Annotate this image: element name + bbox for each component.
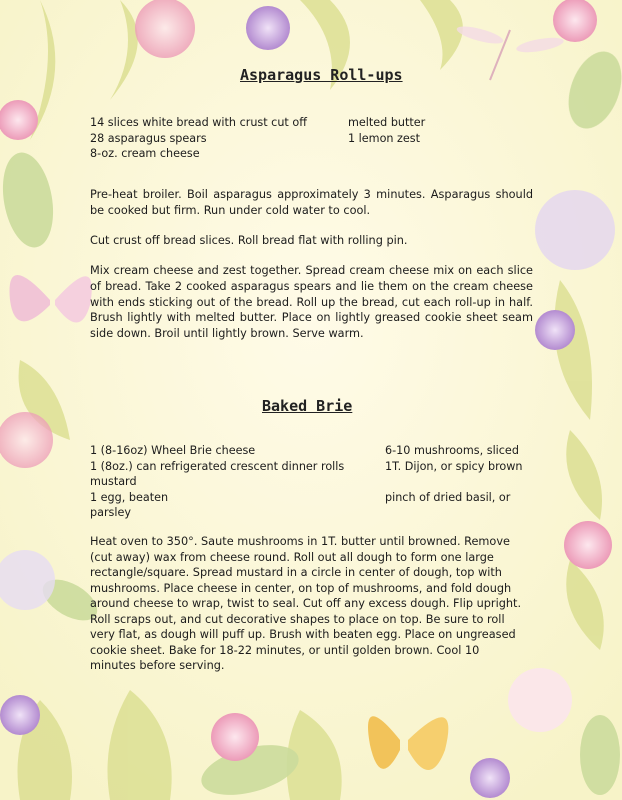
ingredients-right-brie (385, 443, 523, 505)
ingredient-item: 1T. Dijon, or spicy brown (385, 459, 523, 473)
ingredient-item: 28 asparagus spears (90, 131, 207, 145)
recipe-title-asparagus-roll-ups: Asparagus Roll-ups (240, 66, 403, 84)
ingredients-right-asparagus (348, 115, 425, 146)
ingredient-item: parsley (90, 506, 131, 519)
ingredients-left-brie (90, 443, 344, 521)
recipe-step: Cut crust off bread slices. Roll bread flat with rolling pin. (90, 234, 408, 247)
ingredients-left-asparagus (90, 115, 307, 162)
ingredient-item: pinch of dried basil, or (385, 490, 511, 504)
ingredient-item: 1 (8oz.) can refrigerated crescent dinner rolls (90, 459, 345, 473)
ingredient-item: 14 slices white bread with crust cut off (90, 116, 307, 129)
ingredient-item: 8-oz. cream cheese (90, 147, 200, 160)
spacer (385, 474, 523, 490)
ingredient-item: 1 lemon zest (348, 131, 421, 145)
recipe-step: Pre-heat broiler. Boil asparagus approximately 3 minutes. Asparagus should be cooked but firm. Run under cold water to cool. (90, 188, 533, 217)
recipe-title-baked-brie: Baked Brie (262, 397, 353, 415)
ingredient-item: 6-10 mushrooms, sliced (385, 444, 519, 457)
ingredient-item: 1 egg, beaten (90, 490, 169, 504)
recipe-step: Mix cream cheese and zest together. Spread cream cheese mix on each slice of bread. Take 2 cooked asparagus spears and lie them on the cream cheese with ends sticking out of the bread. Roll up the bread, cut each roll-up in half. Brush lightly with melted butter. Place on lightly greased cookie sheet seam side down. Broil until lightly brown. Serve warm. (90, 264, 533, 341)
ingredient-item: 1 (8-16oz) Wheel Brie cheese (90, 444, 256, 457)
ingredient-item: melted butter (348, 116, 426, 129)
recipe-step: Heat oven to 350°. Saute mushrooms in 1T. butter until browned. Remove (cut away) wax from cheese round. Roll out all dough to form one large rectangle/square. Spread mustard in a circle in center of dough, top with mushrooms. Place cheese in center, on top of mushrooms, and fold dough around cheese to wrap, twist to seal. Cut off any excess dough. Flip upright. Roll scraps out, and cut decorative shapes to place on top. Be sure to roll very flat, as dough will puff up. Brush with beaten egg. Place on ungreased cookie sheet. Bake for 18-22 minutes, or until golden brown. Cool 10 minutes before serving. (90, 535, 522, 672)
ingredient-item: mustard (90, 475, 137, 488)
